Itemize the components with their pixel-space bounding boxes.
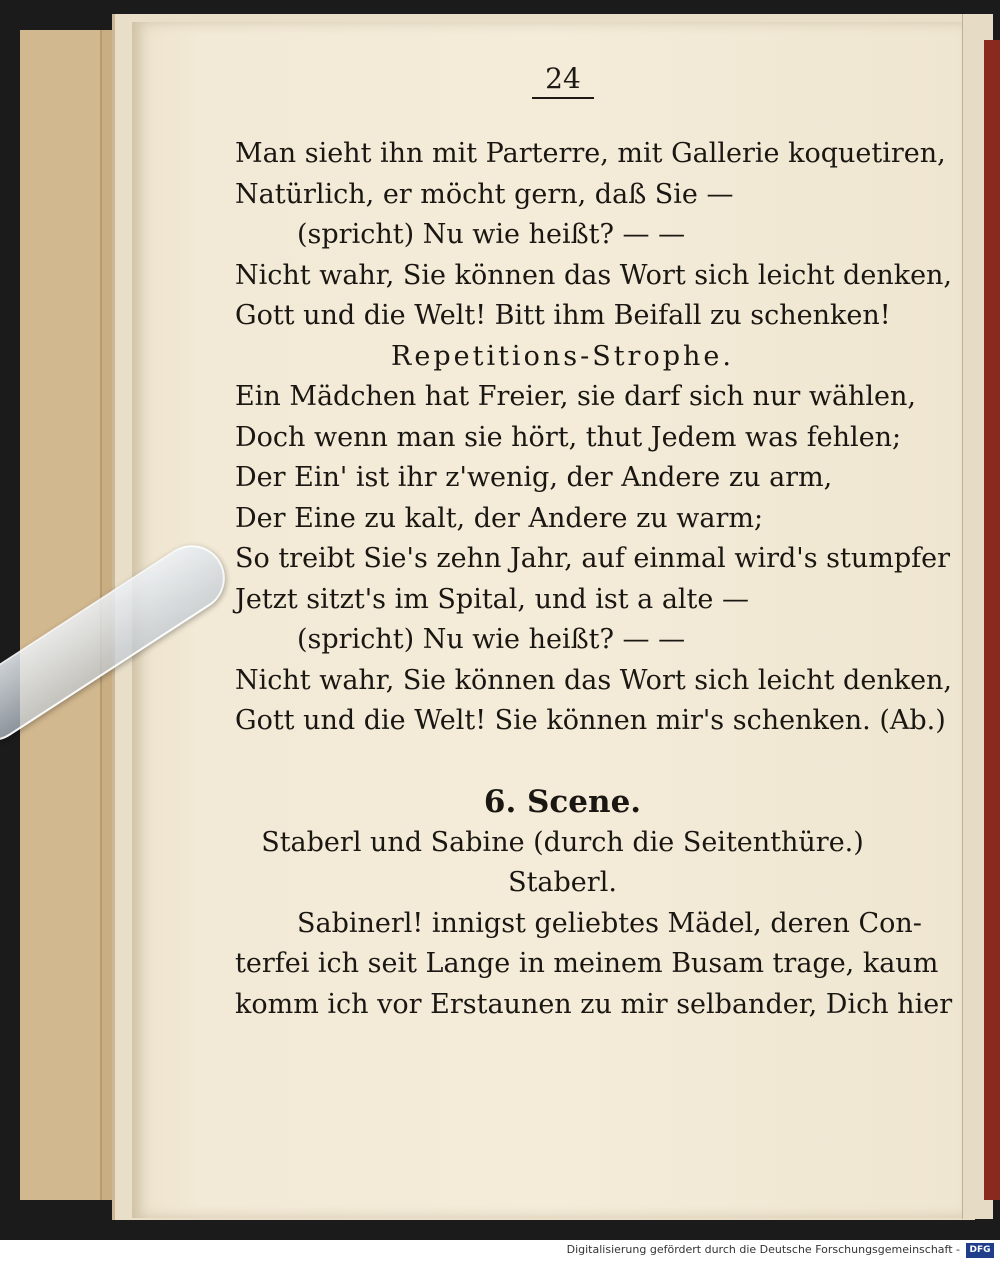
text-line: Doch wenn man sie hört, thut Jedem was fehlen; [235, 421, 902, 453]
text-line [235, 742, 890, 783]
text-line: Staberl. [508, 867, 617, 898]
text-line: Sabinerl! innigst geliebtes Mädel, deren Con- [297, 907, 922, 939]
page-number: 24 [532, 62, 594, 99]
text-lines [235, 134, 953, 1025]
page-text [235, 134, 953, 1025]
text-line: (spricht) Nu wie heißt? — — [297, 219, 686, 250]
dfg-logo-icon: DFG [966, 1243, 994, 1258]
book-spine-right [984, 40, 1000, 1200]
text-line: So treibt Sie's zehn Jahr, auf einmal wird's stumpfer [235, 543, 951, 574]
footer-credit: Digitalisierung gefördert durch die Deutsche Forschungsgemeinschaft - [566, 1243, 960, 1256]
text-line: Man sieht ihn mit Parterre, mit Gallerie koquetiren, [235, 138, 946, 169]
text-line: Nicht wahr, Sie können das Wort sich leicht denken, [235, 259, 953, 291]
text-line: terfei ich seit Lange in meinem Busam trage, kaum [235, 948, 939, 979]
text-line: Jetzt sitzt's im Spital, und ist a alte — [235, 583, 749, 615]
text-line: Nicht wahr, Sie können das Wort sich leicht denken, [235, 664, 953, 696]
footer-bar [0, 1240, 1000, 1262]
text-line: Ein Mädchen hat Freier, sie darf sich nur wählen, [235, 381, 917, 412]
text-line: Gott und die Welt! Bitt ihm Beifall zu schenken! [235, 300, 891, 331]
text-line: Der Ein' ist ihr z'wenig, der Andere zu arm, [235, 462, 833, 493]
text-line: komm ich vor Erstaunen zu mir selbander, Dich hier [235, 988, 953, 1020]
text-line: Repetitions-Strophe. [391, 340, 734, 372]
text-line: Natürlich, er möcht gern, daß Sie — [235, 178, 734, 210]
text-line: Staberl und Sabine (durch die Seitenthüre.) [261, 826, 864, 858]
text-line: Gott und die Welt! Sie können mir's schenken. (Ab.) [235, 705, 946, 736]
text-line: (spricht) Nu wie heißt? — — [297, 624, 686, 655]
scene-heading: 6. Scene. [483, 784, 642, 820]
text-line: Der Eine zu kalt, der Andere zu warm; [235, 502, 764, 534]
